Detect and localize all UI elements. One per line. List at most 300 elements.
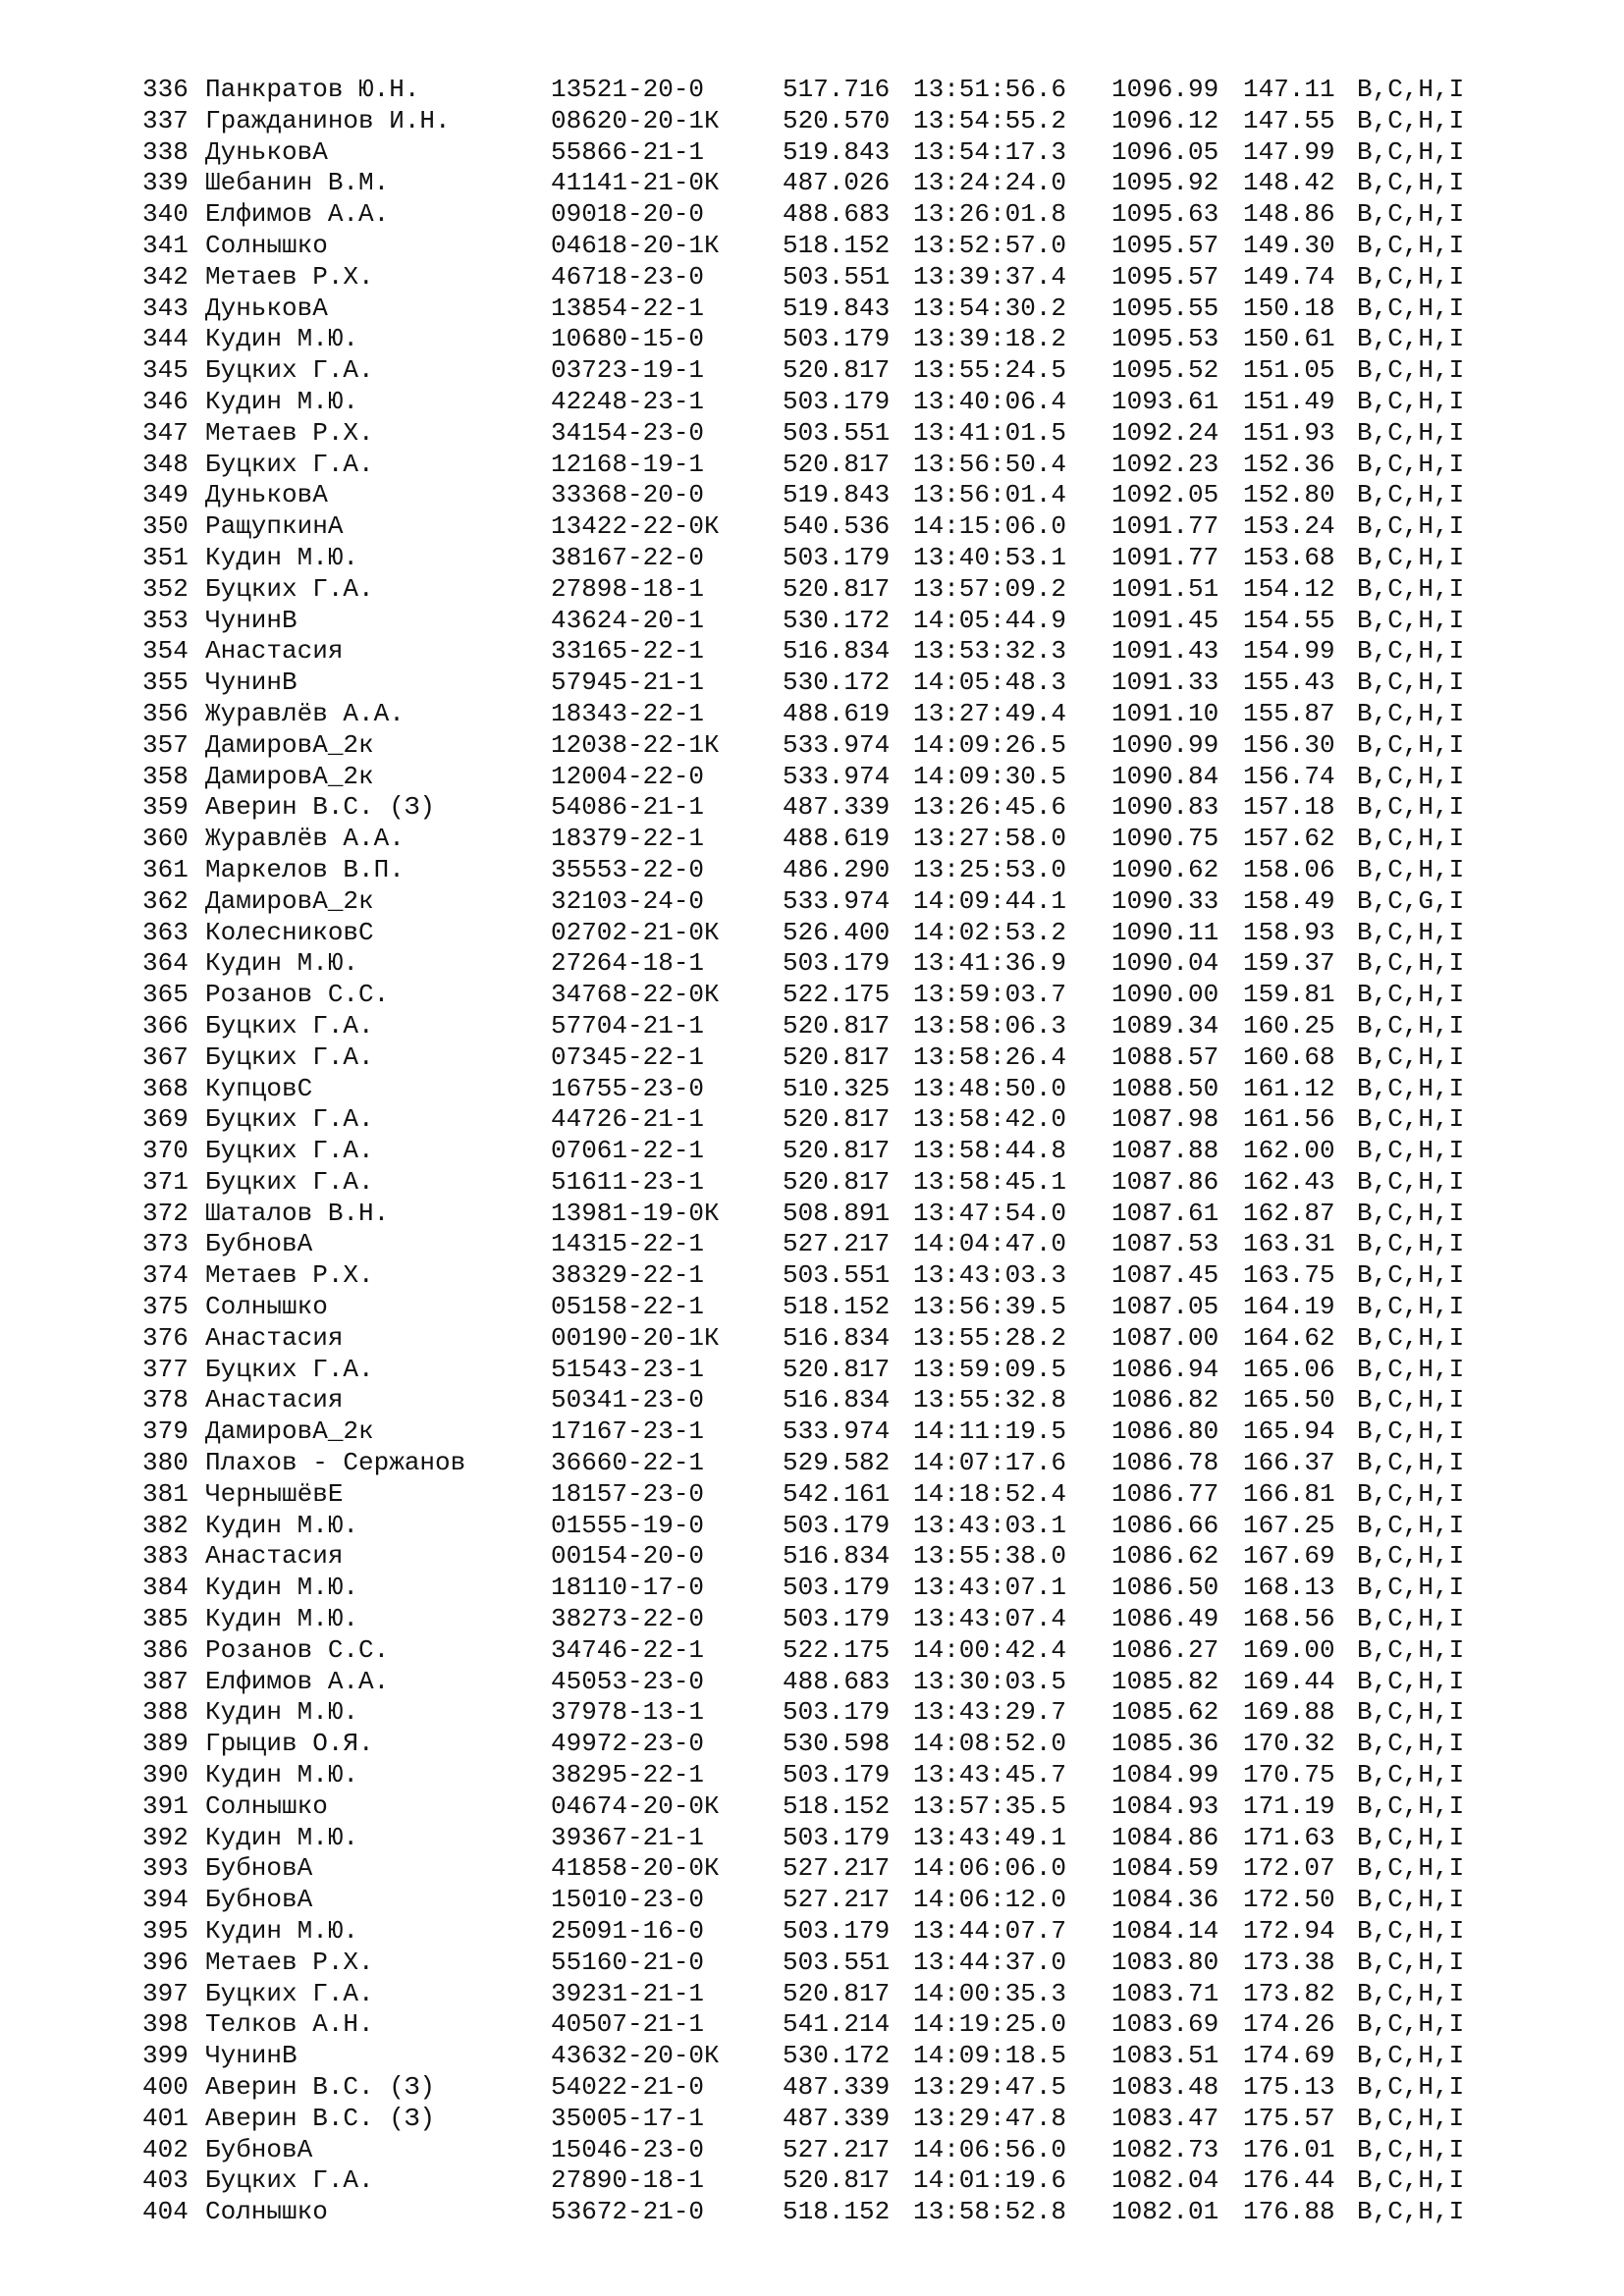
fancier-name: Гражданинов И.Н. [205, 105, 451, 135]
speed: 1089.34 [1111, 1010, 1219, 1041]
ring-number: 57704-21-1 [551, 1010, 705, 1041]
table-row [142, 1667, 1485, 1698]
points: 168.56 [1243, 1604, 1335, 1634]
arrival-time: 13:58:45.1 [913, 1166, 1067, 1197]
table-row [142, 730, 1485, 762]
ring-number: 39367-21-1 [551, 1822, 705, 1852]
rank-number: 338 [142, 136, 189, 167]
groups: B,C,H,I [1357, 1229, 1465, 1259]
ring-number: 15010-23-0 [551, 1885, 705, 1915]
table-row [142, 980, 1485, 1011]
distance: 487.026 [783, 168, 891, 198]
points: 174.69 [1243, 2041, 1335, 2071]
table-row [142, 1916, 1485, 1948]
distance: 503.179 [783, 1822, 891, 1852]
ring-number: 34154-23-0 [551, 417, 705, 448]
speed: 1083.51 [1111, 2041, 1219, 2071]
speed: 1090.62 [1111, 854, 1219, 884]
rank-number: 367 [142, 1041, 189, 1072]
speed: 1095.57 [1111, 261, 1219, 292]
speed: 1095.57 [1111, 230, 1219, 260]
arrival-time: 13:55:38.0 [913, 1541, 1067, 1572]
table-row [142, 137, 1485, 169]
speed: 1093.61 [1111, 386, 1219, 416]
groups: B,C,H,I [1357, 1448, 1465, 1478]
distance: 488.619 [783, 698, 891, 728]
arrival-time: 13:52:57.0 [913, 230, 1067, 260]
ring-number: 18110-17-0 [551, 1573, 705, 1603]
rank-number: 381 [142, 1478, 189, 1509]
points: 150.61 [1243, 324, 1335, 354]
points: 164.19 [1243, 1292, 1335, 1322]
fancier-name: Кудин М.Ю. [205, 386, 359, 416]
groups: B,C,H,I [1357, 1041, 1465, 1072]
groups: B,C,H,I [1357, 261, 1465, 292]
ring-number: 41141-21-0К [551, 168, 720, 198]
points: 150.18 [1243, 293, 1335, 323]
arrival-time: 13:58:06.3 [913, 1010, 1067, 1041]
distance: 519.843 [783, 136, 891, 167]
table-row [142, 1823, 1485, 1854]
table-row [142, 480, 1485, 511]
fancier-name: ЧунинВ [205, 605, 298, 635]
fancier-name: Буцких Г.А. [205, 1136, 374, 1166]
arrival-time: 13:57:35.5 [913, 1790, 1067, 1821]
speed: 1088.57 [1111, 1041, 1219, 1072]
fancier-name: БубновА [205, 1885, 313, 1915]
points: 154.12 [1243, 573, 1335, 604]
table-row [142, 1604, 1485, 1635]
groups: B,C,H,I [1357, 136, 1465, 167]
points: 161.56 [1243, 1104, 1335, 1135]
arrival-time: 13:25:53.0 [913, 854, 1067, 884]
points: 172.50 [1243, 1885, 1335, 1915]
rank-number: 373 [142, 1229, 189, 1259]
rank-number: 394 [142, 1885, 189, 1915]
fancier-name: ДуньковА [205, 480, 328, 510]
arrival-time: 13:54:30.2 [913, 293, 1067, 323]
arrival-time: 13:54:17.3 [913, 136, 1067, 167]
speed: 1096.99 [1111, 75, 1219, 104]
points: 171.19 [1243, 1790, 1335, 1821]
table-row [142, 75, 1485, 106]
distance: 510.325 [783, 1073, 891, 1103]
distance: 518.152 [783, 2197, 891, 2227]
table-row [142, 2009, 1485, 2041]
table-row [142, 918, 1485, 949]
groups: B,C,H,I [1357, 1853, 1465, 1884]
groups: B,C,H,I [1357, 449, 1465, 479]
distance: 520.817 [783, 449, 891, 479]
rank-number: 391 [142, 1790, 189, 1821]
table-row [142, 1074, 1485, 1105]
distance: 530.172 [783, 667, 891, 698]
points: 161.12 [1243, 1073, 1335, 1103]
fancier-name: БубновА [205, 2134, 313, 2164]
points: 169.88 [1243, 1697, 1335, 1728]
distance: 541.214 [783, 2009, 891, 2040]
fancier-name: ЧернышёвЕ [205, 1478, 344, 1509]
ring-number: 04674-20-0К [551, 1790, 720, 1821]
ring-number: 55866-21-1 [551, 136, 705, 167]
ring-number: 57945-21-1 [551, 667, 705, 698]
groups: B,C,H,I [1357, 2009, 1465, 2040]
table-row [142, 106, 1485, 137]
ring-number: 07345-22-1 [551, 1041, 705, 1072]
speed: 1091.33 [1111, 667, 1219, 698]
groups: B,C,H,I [1357, 1760, 1465, 1790]
fancier-name: Солнышко [205, 230, 328, 260]
speed: 1087.86 [1111, 1166, 1219, 1197]
points: 165.94 [1243, 1416, 1335, 1447]
groups: B,C,H,I [1357, 1573, 1465, 1603]
distance: 503.179 [783, 1760, 891, 1790]
rank-number: 353 [142, 605, 189, 635]
fancier-name: Елфимов А.А. [205, 1666, 390, 1696]
ring-number: 37978-13-1 [551, 1697, 705, 1728]
ring-number: 09018-20-0 [551, 199, 705, 230]
distance: 533.974 [783, 885, 891, 916]
distance: 527.217 [783, 1853, 891, 1884]
rank-number: 392 [142, 1822, 189, 1852]
distance: 533.974 [783, 761, 891, 791]
ring-number: 13854-22-1 [551, 293, 705, 323]
fancier-name: Кудин М.Ю. [205, 1916, 359, 1947]
fancier-name: БубновА [205, 1229, 313, 1259]
distance: 520.817 [783, 1354, 891, 1384]
fancier-name: Буцких Г.А. [205, 449, 374, 479]
arrival-time: 13:56:01.4 [913, 480, 1067, 510]
rank-number: 380 [142, 1448, 189, 1478]
distance: 503.179 [783, 1697, 891, 1728]
distance: 520.817 [783, 1104, 891, 1135]
rank-number: 339 [142, 168, 189, 198]
arrival-time: 13:55:24.5 [913, 355, 1067, 386]
speed: 1088.50 [1111, 1073, 1219, 1103]
ring-number: 08620-20-1К [551, 105, 720, 135]
rank-number: 342 [142, 261, 189, 292]
distance: 520.817 [783, 1978, 891, 2008]
rank-number: 376 [142, 1322, 189, 1353]
speed: 1083.48 [1111, 2072, 1219, 2102]
table-row [142, 1511, 1485, 1542]
table-row [142, 2197, 1485, 2228]
ring-number: 12168-19-1 [551, 449, 705, 479]
arrival-time: 14:04:47.0 [913, 1229, 1067, 1259]
speed: 1087.88 [1111, 1136, 1219, 1166]
distance: 520.570 [783, 105, 891, 135]
ring-number: 13981-19-0К [551, 1198, 720, 1228]
table-row [142, 1011, 1485, 1042]
speed: 1090.11 [1111, 917, 1219, 947]
speed: 1090.84 [1111, 761, 1219, 791]
fancier-name: ЧунинВ [205, 2041, 298, 2071]
rank-number: 352 [142, 573, 189, 604]
rank-number: 378 [142, 1385, 189, 1415]
speed: 1084.86 [1111, 1822, 1219, 1852]
arrival-time: 13:26:01.8 [913, 199, 1067, 230]
arrival-time: 14:11:19.5 [913, 1416, 1067, 1447]
table-row [142, 1104, 1485, 1136]
arrival-time: 13:44:07.7 [913, 1916, 1067, 1947]
points: 170.75 [1243, 1760, 1335, 1790]
ring-number: 54022-21-0 [551, 2072, 705, 2102]
table-row [142, 2041, 1485, 2072]
groups: B,C,H,I [1357, 1354, 1465, 1384]
speed: 1087.45 [1111, 1260, 1219, 1291]
table-row [142, 855, 1485, 886]
points: 176.88 [1243, 2197, 1335, 2227]
groups: B,C,H,I [1357, 1916, 1465, 1947]
fancier-name: Шебанин В.М. [205, 168, 390, 198]
table-row [142, 1885, 1485, 1916]
arrival-time: 13:44:37.0 [913, 1947, 1067, 1977]
distance: 520.817 [783, 1010, 891, 1041]
arrival-time: 13:55:32.8 [913, 1385, 1067, 1415]
speed: 1086.66 [1111, 1510, 1219, 1540]
points: 151.05 [1243, 355, 1335, 386]
fancier-name: ДуньковА [205, 136, 328, 167]
ring-number: 46718-23-0 [551, 261, 705, 292]
speed: 1083.47 [1111, 2103, 1219, 2133]
speed: 1083.71 [1111, 1978, 1219, 2008]
points: 167.69 [1243, 1541, 1335, 1572]
rank-number: 382 [142, 1510, 189, 1540]
table-row [142, 1760, 1485, 1791]
points: 154.55 [1243, 605, 1335, 635]
points: 165.06 [1243, 1354, 1335, 1384]
arrival-time: 14:09:30.5 [913, 761, 1067, 791]
ring-number: 44726-21-1 [551, 1104, 705, 1135]
rank-number: 400 [142, 2072, 189, 2102]
table-row [142, 1042, 1485, 1074]
groups: B,C,H,I [1357, 1322, 1465, 1353]
arrival-time: 13:43:03.1 [913, 1510, 1067, 1540]
fancier-name: Грыцив О.Я. [205, 1729, 374, 1759]
table-row [142, 1979, 1485, 2010]
points: 176.01 [1243, 2134, 1335, 2164]
table-row [142, 543, 1485, 574]
arrival-time: 13:59:09.5 [913, 1354, 1067, 1384]
distance: 526.400 [783, 917, 891, 947]
fancier-name: Телков А.Н. [205, 2009, 374, 2040]
fancier-name: Плахов - Сержанов [205, 1448, 466, 1478]
ring-number: 33368-20-0 [551, 480, 705, 510]
ring-number: 27898-18-1 [551, 573, 705, 604]
table-row [142, 418, 1485, 450]
fancier-name: Розанов С.С. [205, 980, 390, 1010]
table-row [142, 574, 1485, 606]
speed: 1087.05 [1111, 1292, 1219, 1322]
distance: 542.161 [783, 1478, 891, 1509]
points: 148.42 [1243, 168, 1335, 198]
speed: 1086.62 [1111, 1541, 1219, 1572]
speed: 1090.33 [1111, 885, 1219, 916]
table-row [142, 886, 1485, 918]
points: 155.43 [1243, 667, 1335, 698]
groups: B,C,H,I [1357, 636, 1465, 667]
distance: 516.834 [783, 636, 891, 667]
arrival-time: 13:27:49.4 [913, 698, 1067, 728]
arrival-time: 14:05:48.3 [913, 667, 1067, 698]
groups: B,C,H,I [1357, 324, 1465, 354]
ring-number: 39231-21-1 [551, 1978, 705, 2008]
points: 156.74 [1243, 761, 1335, 791]
table-row [142, 636, 1485, 667]
rank-number: 389 [142, 1729, 189, 1759]
rank-number: 396 [142, 1947, 189, 1977]
fancier-name: Панкратов Ю.Н. [205, 75, 420, 104]
distance: 503.179 [783, 1573, 891, 1603]
speed: 1091.43 [1111, 636, 1219, 667]
rank-number: 364 [142, 948, 189, 979]
groups: B,C,H,I [1357, 511, 1465, 542]
arrival-time: 13:55:28.2 [913, 1322, 1067, 1353]
rank-number: 372 [142, 1198, 189, 1228]
rank-number: 390 [142, 1760, 189, 1790]
rank-number: 336 [142, 75, 189, 104]
fancier-name: РащупкинА [205, 511, 344, 542]
arrival-time: 14:19:25.0 [913, 2009, 1067, 2040]
points: 147.55 [1243, 105, 1335, 135]
rank-number: 384 [142, 1573, 189, 1603]
ring-number: 13422-22-0К [551, 511, 720, 542]
distance: 503.179 [783, 1916, 891, 1947]
arrival-time: 13:43:03.3 [913, 1260, 1067, 1291]
table-row [142, 1853, 1485, 1885]
groups: B,C,H,I [1357, 386, 1465, 416]
groups: B,C,H,I [1357, 792, 1465, 823]
fancier-name: Буцких Г.А. [205, 1104, 374, 1135]
table-row [142, 1292, 1485, 1323]
speed: 1086.78 [1111, 1448, 1219, 1478]
arrival-time: 14:06:12.0 [913, 1885, 1067, 1915]
distance: 520.817 [783, 2165, 891, 2196]
points: 173.82 [1243, 1978, 1335, 2008]
distance: 533.974 [783, 729, 891, 760]
ring-number: 38273-22-0 [551, 1604, 705, 1634]
distance: 522.175 [783, 1634, 891, 1665]
points: 170.32 [1243, 1729, 1335, 1759]
arrival-time: 14:15:06.0 [913, 511, 1067, 542]
groups: B,C,H,I [1357, 1541, 1465, 1572]
distance: 516.834 [783, 1385, 891, 1415]
rank-number: 403 [142, 2165, 189, 2196]
arrival-time: 13:41:01.5 [913, 417, 1067, 448]
distance: 518.152 [783, 1292, 891, 1322]
fancier-name: Буцких Г.А. [205, 1010, 374, 1041]
ring-number: 51543-23-1 [551, 1354, 705, 1384]
fancier-name: Кудин М.Ю. [205, 1573, 359, 1603]
speed: 1084.14 [1111, 1916, 1219, 1947]
groups: B,C,H,I [1357, 1416, 1465, 1447]
fancier-name: ДамировА_2к [205, 1416, 374, 1447]
arrival-time: 13:56:39.5 [913, 1292, 1067, 1322]
groups: B,C,G,I [1357, 885, 1465, 916]
rank-number: 369 [142, 1104, 189, 1135]
groups: B,C,H,I [1357, 480, 1465, 510]
points: 147.99 [1243, 136, 1335, 167]
groups: B,C,H,I [1357, 105, 1465, 135]
fancier-name: Анастасия [205, 1322, 344, 1353]
distance: 530.172 [783, 2041, 891, 2071]
speed: 1091.51 [1111, 573, 1219, 604]
arrival-time: 14:05:44.9 [913, 605, 1067, 635]
distance: 488.683 [783, 1666, 891, 1696]
groups: B,C,H,I [1357, 1790, 1465, 1821]
ring-number: 05158-22-1 [551, 1292, 705, 1322]
table-row [142, 2072, 1485, 2104]
distance: 527.217 [783, 1885, 891, 1915]
points: 151.93 [1243, 417, 1335, 448]
rank-number: 359 [142, 792, 189, 823]
fancier-name: Метаев Р.Х. [205, 1947, 374, 1977]
groups: B,C,H,I [1357, 1104, 1465, 1135]
fancier-name: Анастасия [205, 1541, 344, 1572]
rank-number: 350 [142, 511, 189, 542]
points: 152.80 [1243, 480, 1335, 510]
ring-number: 18379-22-1 [551, 824, 705, 854]
points: 152.36 [1243, 449, 1335, 479]
table-row [142, 199, 1485, 231]
table-row [142, 324, 1485, 355]
points: 160.25 [1243, 1010, 1335, 1041]
groups: B,C,H,I [1357, 230, 1465, 260]
groups: B,C,H,I [1357, 761, 1465, 791]
fancier-name: Солнышко [205, 1790, 328, 1821]
points: 158.93 [1243, 917, 1335, 947]
ring-number: 01555-19-0 [551, 1510, 705, 1540]
rank-number: 377 [142, 1354, 189, 1384]
ring-number: 12038-22-1К [551, 729, 720, 760]
rank-number: 375 [142, 1292, 189, 1322]
fancier-name: Кудин М.Ю. [205, 1760, 359, 1790]
groups: B,C,H,I [1357, 2165, 1465, 2196]
points: 158.06 [1243, 854, 1335, 884]
ring-number: 27264-18-1 [551, 948, 705, 979]
points: 169.44 [1243, 1666, 1335, 1696]
table-row [142, 1355, 1485, 1386]
rank-number: 399 [142, 2041, 189, 2071]
points: 162.43 [1243, 1166, 1335, 1197]
table-row [142, 2104, 1485, 2135]
groups: B,C,H,I [1357, 2134, 1465, 2164]
arrival-time: 13:56:50.4 [913, 449, 1067, 479]
groups: B,C,H,I [1357, 199, 1465, 230]
fancier-name: Розанов С.С. [205, 1634, 390, 1665]
points: 157.18 [1243, 792, 1335, 823]
speed: 1086.27 [1111, 1634, 1219, 1665]
table-row [142, 231, 1485, 262]
arrival-time: 13:43:07.1 [913, 1573, 1067, 1603]
fancier-name: КупцовС [205, 1073, 313, 1103]
table-row [142, 2165, 1485, 2197]
speed: 1092.05 [1111, 480, 1219, 510]
groups: B,C,H,I [1357, 1978, 1465, 2008]
arrival-time: 13:39:18.2 [913, 324, 1067, 354]
speed: 1087.53 [1111, 1229, 1219, 1259]
groups: B,C,H,I [1357, 1260, 1465, 1291]
rank-number: 348 [142, 449, 189, 479]
points: 160.68 [1243, 1041, 1335, 1072]
table-row [142, 262, 1485, 294]
ring-number: 03723-19-1 [551, 355, 705, 386]
rank-number: 357 [142, 729, 189, 760]
groups: B,C,H,I [1357, 1010, 1465, 1041]
fancier-name: Кудин М.Ю. [205, 948, 359, 979]
fancier-name: Буцких Г.А. [205, 1166, 374, 1197]
rank-number: 351 [142, 542, 189, 572]
